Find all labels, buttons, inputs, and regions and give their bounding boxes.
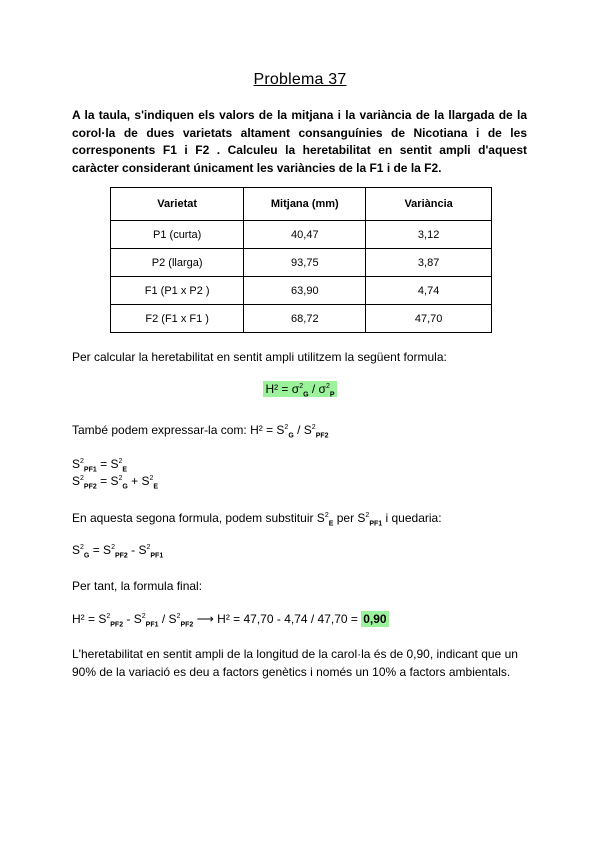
- formula-highlight: $H^2 = \sigma^2_G / \sigma^2_P$: [265, 382, 335, 399]
- header-mitjana: Mitjana (mm): [244, 188, 366, 221]
- cell-mitjana: 63,90: [244, 277, 366, 305]
- cell-varietat: P1 (curta): [111, 221, 244, 249]
- cell-varietat: F1 (P1 x P2 ): [111, 277, 244, 305]
- paragraph-method: Per calcular la heretabilitat en sentit ampli utilitzem la següent formula:: [72, 350, 447, 364]
- cell-varietat: P2 (llarga): [111, 249, 244, 277]
- cell-variancia: 47,70: [366, 305, 492, 333]
- result-value: 0,90: [363, 612, 387, 626]
- equation-sg: $S^2_G = S^2_{PF2} - S^2_{PF1}$: [72, 543, 164, 560]
- paragraph-final-intro: Per tant, la formula final:: [72, 579, 203, 593]
- problem-statement: A la taula, s'indiquen els valors de la mitjana i la variància de la llargada de la corol·la de dues varietats altament consanguínies de Nicotiana i de les corresponents F1 i F2 . Calculeu la heretabilitat en sentit ampli d'aquest caràcter considerant únicament les variàncies de la F1 i de la F2.: [72, 108, 527, 175]
- table-row: [111, 277, 492, 305]
- table-row: [111, 305, 492, 333]
- conclusion-paragraph: L'heretabilitat en sentit ampli de la longitud de la carol·la és de 0,90, indicant que un 90% de la variació es deu a factors genètics i només un 10% a factors ambientals.: [72, 647, 518, 679]
- table-header-row: [111, 188, 492, 221]
- header-varietat: Varietat: [111, 188, 244, 221]
- paragraph-substitution: En aquesta segona formula, podem substituir $S^2_E$ per $S^2_{PF1}$ i quedaria:: [72, 511, 442, 528]
- formula-heritability: [0, 382, 600, 399]
- arrow-icon: ⟶: [193, 612, 218, 626]
- cell-mitjana: 68,72: [244, 305, 366, 333]
- data-table: [110, 187, 492, 333]
- equation-sf2: $S^2_{PF2} = S^2_G + S^2_E$: [72, 474, 159, 491]
- cell-variancia: 4,74: [366, 277, 492, 305]
- table-row: [111, 249, 492, 277]
- header-variancia: Variància: [366, 188, 492, 221]
- cell-mitjana: 40,47: [244, 221, 366, 249]
- cell-varietat: F2 (F1 x F1 ): [111, 305, 244, 333]
- equation-sf1: $S^2_{PF1} = S^2_E$: [72, 457, 128, 474]
- paragraph-alt-expression: També podem expressar-la com: $H^2 = S^2_G / S^2_{PF2}$: [72, 423, 329, 440]
- final-formula: $H^2 = S^2_{PF2} - S^2_{PF1} / S^2_{PF2}$ ⟶ H² = 47,70 - 4,74 / 47,70 = 0,90: [72, 612, 387, 629]
- table-row: [111, 221, 492, 249]
- cell-mitjana: 93,75: [244, 249, 366, 277]
- cell-variancia: 3,87: [366, 249, 492, 277]
- page-title: Problema 37: [253, 71, 347, 88]
- cell-variancia: 3,12: [366, 221, 492, 249]
